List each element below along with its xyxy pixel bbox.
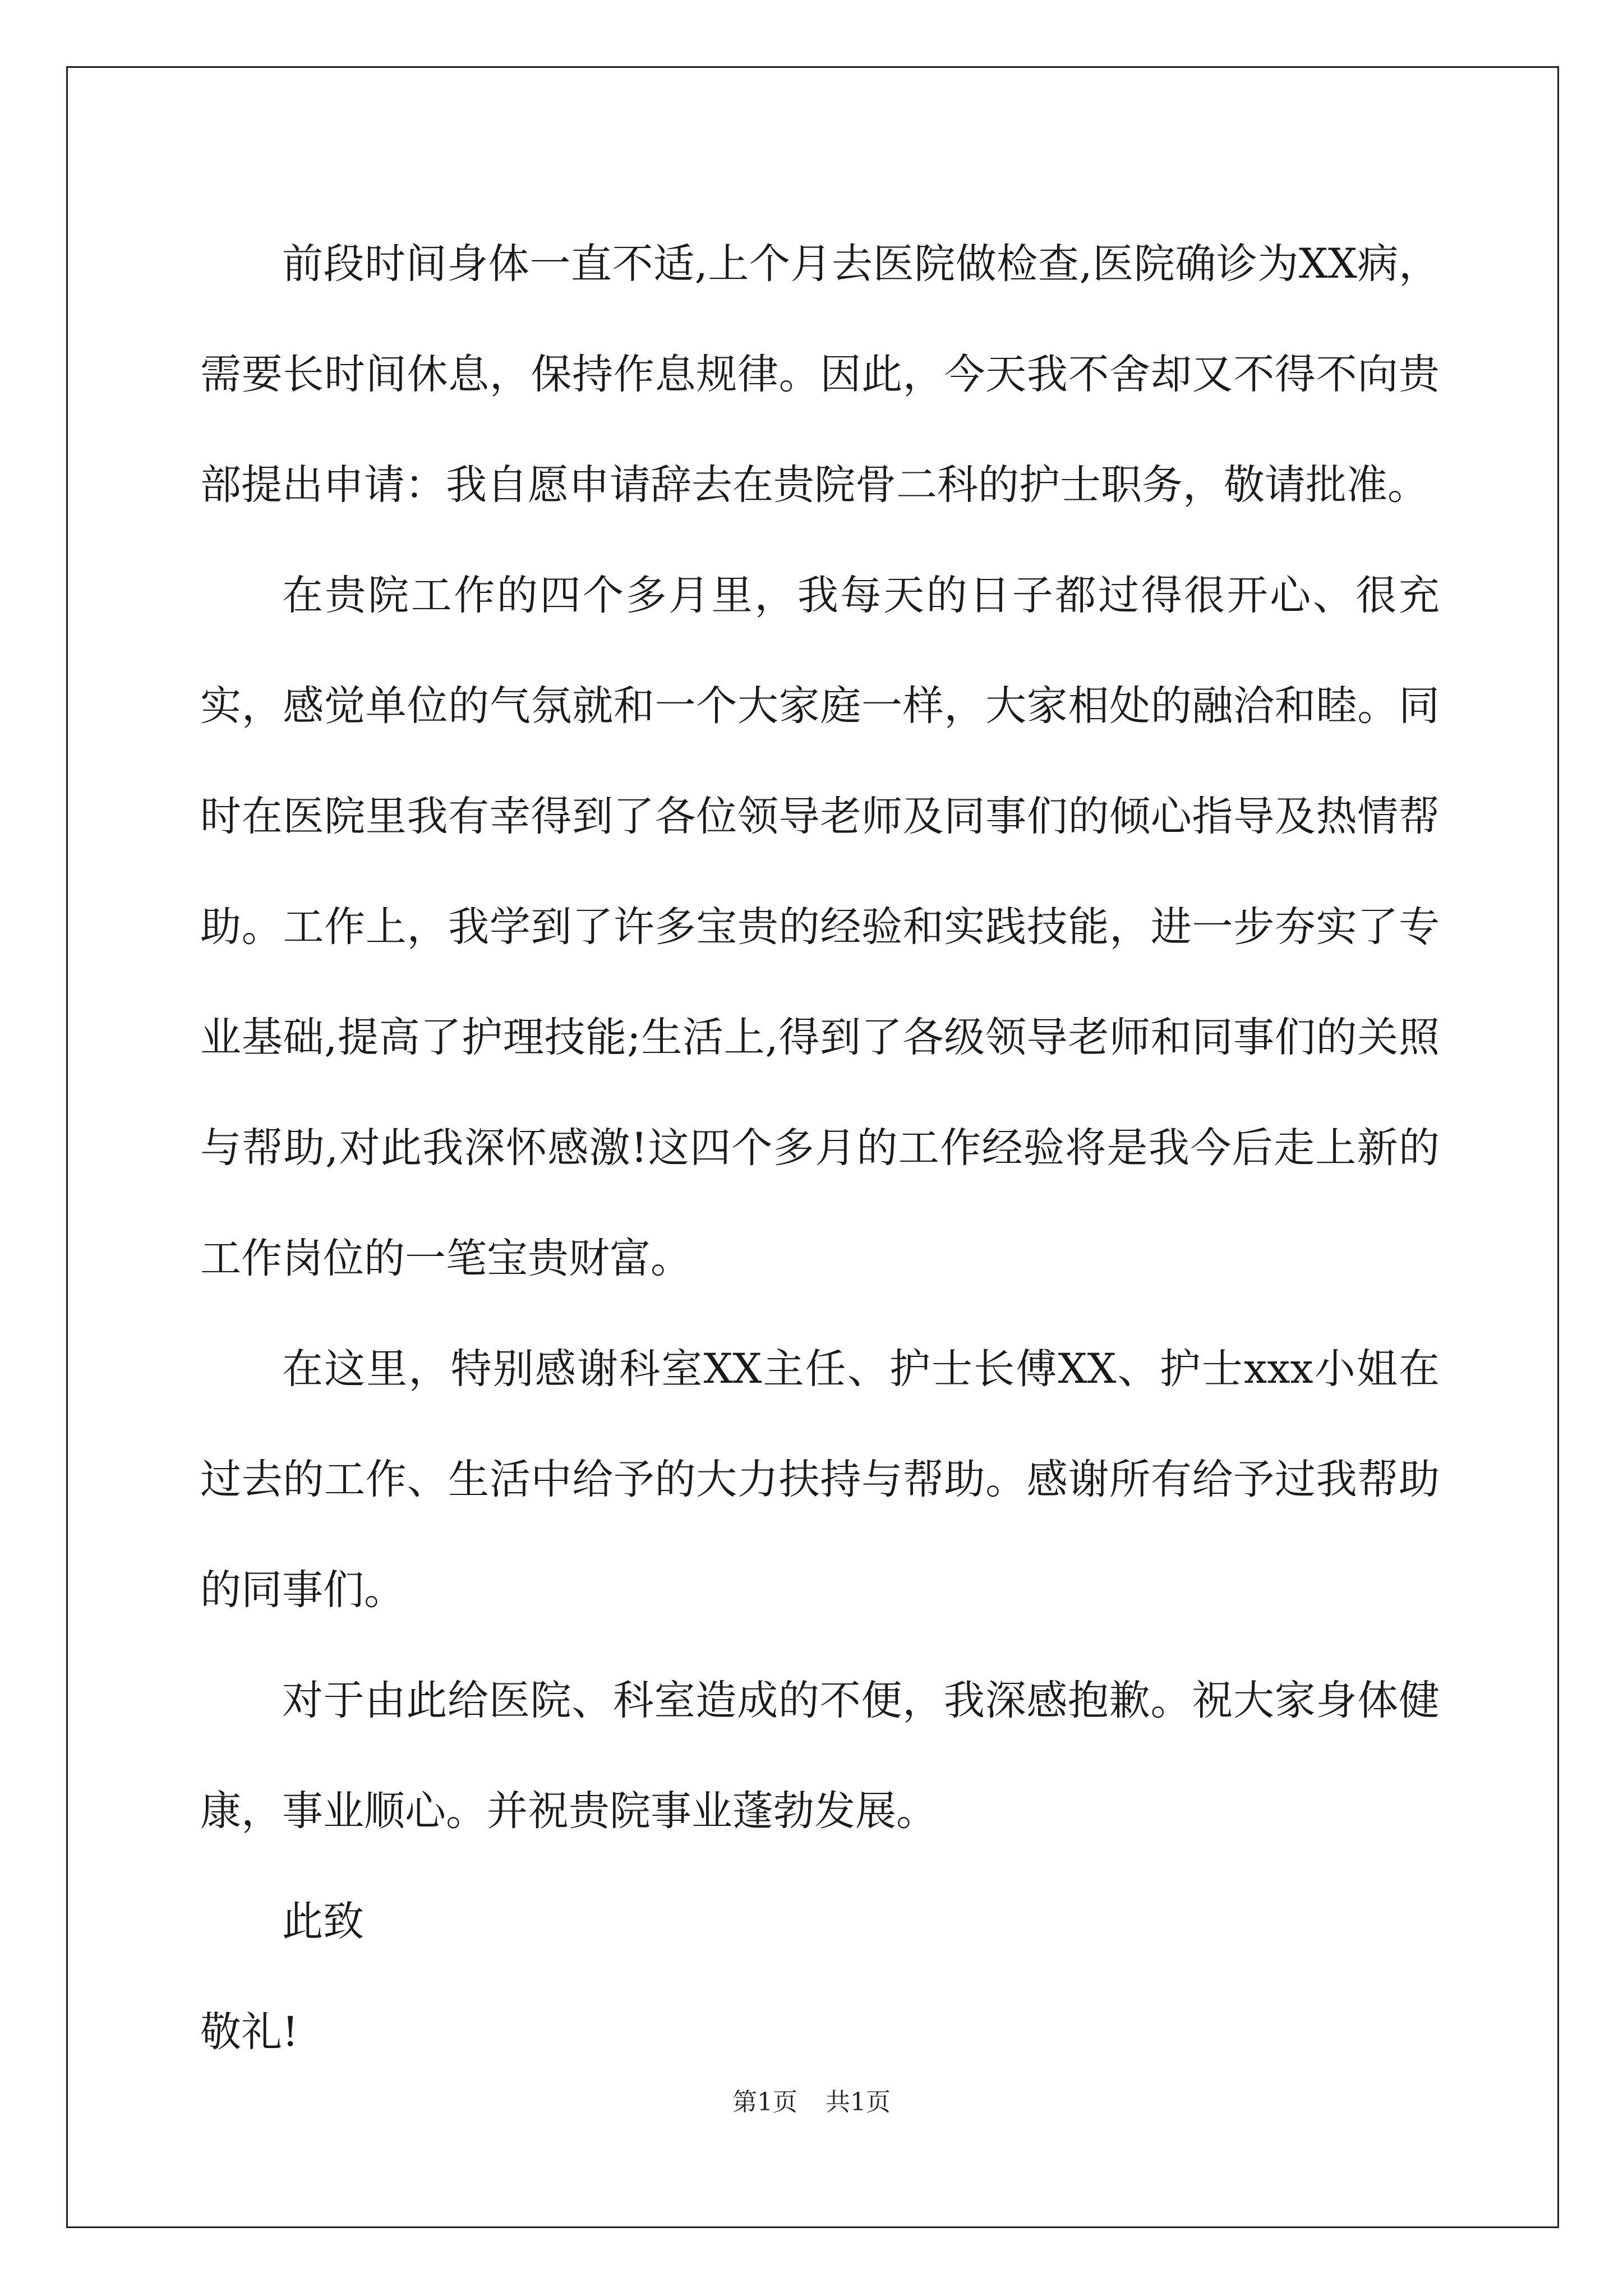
closing-salutation: 此致	[282, 1898, 364, 1945]
letter-body	[200, 209, 1440, 2087]
paragraph-4: 对于由此给医院、科室造成的不便，我深感抱歉。祝大家身体健康，事业顺心。并祝贵院事业蓬勃发展。	[200, 1677, 1440, 1835]
paragraph-3: 在这里，特别感谢科室XX主任、护士长傅XX、护士xxx小姐在过去的工作、生活中给予的大力扶持与帮助。感谢所有给予过我帮助的同事们。	[200, 1345, 1440, 1614]
page-number: 第1页	[732, 2088, 797, 2116]
paragraph-2: 在贵院工作的四个多月里，我每天的日子都过得很开心、很充实，感觉单位的气氛就和一个大家庭一样，大家相处的融洽和睦。同时在医院里我有幸得到了各位领导老师及同事们的倾心指导及热情帮助。工作上，我学到了许多宝贵的经验和实践技能，进一步夯实了专业基础,提高了护理技能;生活上,得到了各级领导老师和同事们的关照与帮助,对此我深怀感激!这四个多月的工作经验将是我今后走上新的工作岗位的一笔宝贵财富。	[200, 572, 1440, 1282]
page-total: 共1页	[826, 2088, 891, 2116]
page-footer	[0, 2086, 1623, 2119]
closing-regards: 敬礼!	[200, 2008, 299, 2056]
paragraph-1: 前段时间身体一直不适,上个月去医院做检查,医院确诊为XX病，需要长时间休息，保持作息规律。因此，今天我不舍却又不得不向贵部提出申请：我自愿申请辞去在贵院骨二科的护士职务，敬请批准。	[200, 240, 1440, 509]
